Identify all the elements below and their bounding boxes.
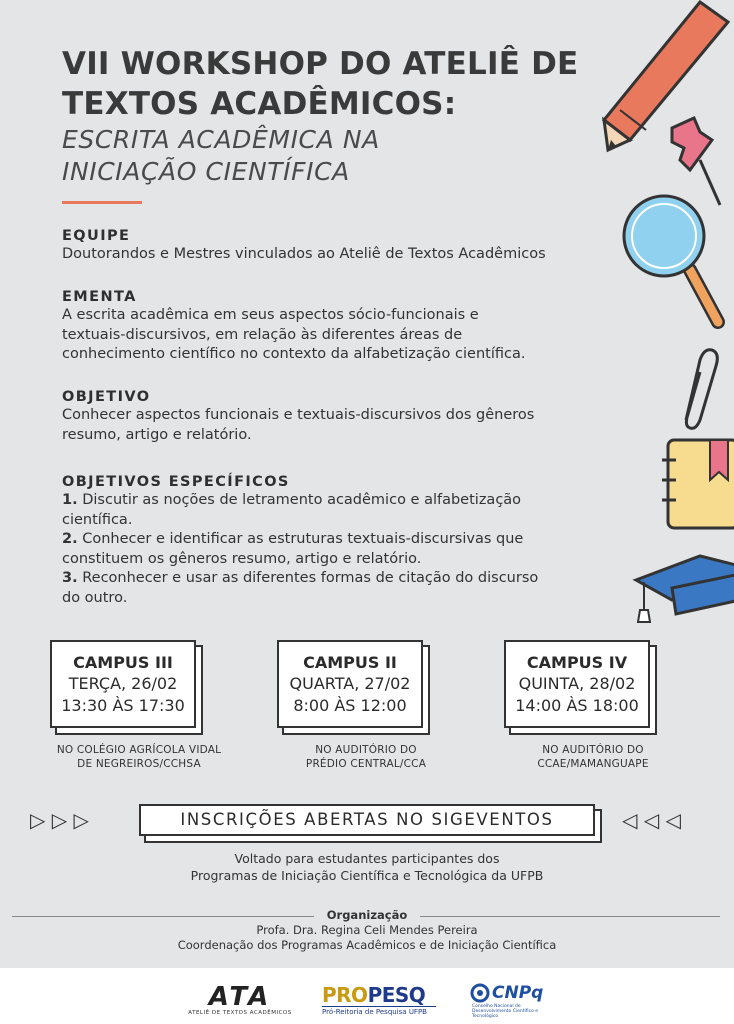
especifico-item-1: 1. Discutir as noções de letramento acadêmico e alfabetização <box>62 492 522 508</box>
cnpq-emblem-icon <box>470 982 490 1004</box>
especifico-item-2: 2. Conhecer e identificar as estruturas textuais-discursivas que <box>62 531 524 547</box>
propesq-logo: PROPESQ Pró-Reitoria de Pesquisa UFPB <box>322 984 436 1016</box>
arrows-right-icon: ▷ ▷ ▷ <box>30 808 89 832</box>
campus-place-iii: NO COLÉGIO AGRÍCOLA VIDAL DE NEGREIROS/CCHSA <box>56 744 222 770</box>
registration-banner[interactable]: INSCRIÇÕES ABERTAS NO SIGEVENTOS <box>139 804 595 836</box>
campus-time: 8:00 ÀS 12:00 <box>293 696 407 715</box>
section-objetivos-especificos <box>62 473 622 608</box>
footer-logos <box>0 968 734 1024</box>
title-line-1: VII WORKSHOP DO ATELIÊ DE <box>62 46 579 82</box>
title-line-2: TEXTOS ACADÊMICOS: <box>62 86 457 122</box>
org-role: Coordenação dos Programas Acadêmicos e de Iniciação Científica <box>177 938 557 952</box>
ementa-heading: EMENTA <box>62 289 137 305</box>
equipe-heading: EQUIPE <box>62 228 131 244</box>
campus-name: CAMPUS IV <box>526 653 628 672</box>
campus-day: QUARTA, 27/02 <box>289 674 411 693</box>
page-subtitle <box>62 124 482 188</box>
graduation-cap-icon <box>636 556 734 622</box>
section-ementa <box>62 288 622 365</box>
especifico-item-2-cont: constituem os gêneros resumo, artigo e relatório. <box>62 550 422 567</box>
campus-time: 13:30 ÀS 17:30 <box>61 696 185 715</box>
ata-logo: ATA ATELIÊ DE TEXTOS ACADÊMICOS <box>188 982 292 1016</box>
magnifier-icon <box>624 196 718 322</box>
campus-time: 14:00 ÀS 18:00 <box>515 696 639 715</box>
campus-card-ii <box>277 640 423 728</box>
ementa-line-1: A escrita acadêmica em seus aspectos sócio-funcionais e <box>62 307 479 323</box>
pencil-icon <box>604 2 728 150</box>
arrows-left-icon: ◁ ◁ ◁ <box>622 808 681 832</box>
audience-note: Voltado para estudantes participantes dos Programas de Iniciação Científica e Tecnológica da UFPB <box>190 851 544 883</box>
section-equipe <box>62 227 622 265</box>
especifico-item-3-cont: do outro. <box>62 589 128 606</box>
subtitle-line-1: ESCRITA ACADÊMICA NA <box>62 125 380 154</box>
campus-card-iv <box>504 640 650 728</box>
objetivo-heading: OBJETIVO <box>62 389 151 405</box>
ementa-line-2: textuais-discursivos, em relação às diferentes áreas de <box>62 326 463 343</box>
objetivo-line-2: resumo, artigo e relatório. <box>62 426 252 443</box>
section-objetivo <box>62 388 622 445</box>
org-title: Organização <box>326 908 408 922</box>
equipe-body: Doutorandos e Mestres vinculados ao Ateliê de Textos Acadêmicos <box>62 246 546 262</box>
paperclip-icon <box>686 350 717 429</box>
especificos-heading: OBJETIVOS ESPECÍFICOS <box>62 474 290 490</box>
campus-day: TERÇA, 26/02 <box>68 674 178 693</box>
campus-name: CAMPUS III <box>73 653 173 672</box>
especifico-item-1-cont: científica. <box>62 511 133 528</box>
campus-place-ii: NO AUDITÓRIO DO PRÉDIO CENTRAL/CCA <box>305 744 427 770</box>
organization-block <box>100 908 634 953</box>
objetivo-line-1: Conhecer aspectos funcionais e textuais-discursivos dos gêneros <box>62 407 535 423</box>
campus-card-iii <box>50 640 196 728</box>
pushpin-icon <box>672 118 720 205</box>
subtitle-line-2: INICIAÇÃO CIENTÍFICA <box>62 157 350 186</box>
cnpq-logo: CNPq Conselho Nacional de Desenvolvimento Científico e Tecnológico <box>472 983 544 1019</box>
especifico-item-3: 3. Reconhecer e usar as diferentes formas de citação do discurso <box>62 570 539 586</box>
campus-day: QUINTA, 28/02 <box>518 674 636 693</box>
campus-name: CAMPUS II <box>303 653 397 672</box>
campus-place-iv: NO AUDITÓRIO DO CCAE/MAMANGUAPE <box>537 744 649 770</box>
accent-divider <box>62 201 142 204</box>
notebook-icon <box>662 440 734 528</box>
ementa-line-3: conhecimento científico no contexto da alfabetização científica. <box>62 346 526 362</box>
page-title <box>62 44 622 124</box>
org-name: Profa. Dra. Regina Celi Mendes Pereira <box>256 923 478 937</box>
